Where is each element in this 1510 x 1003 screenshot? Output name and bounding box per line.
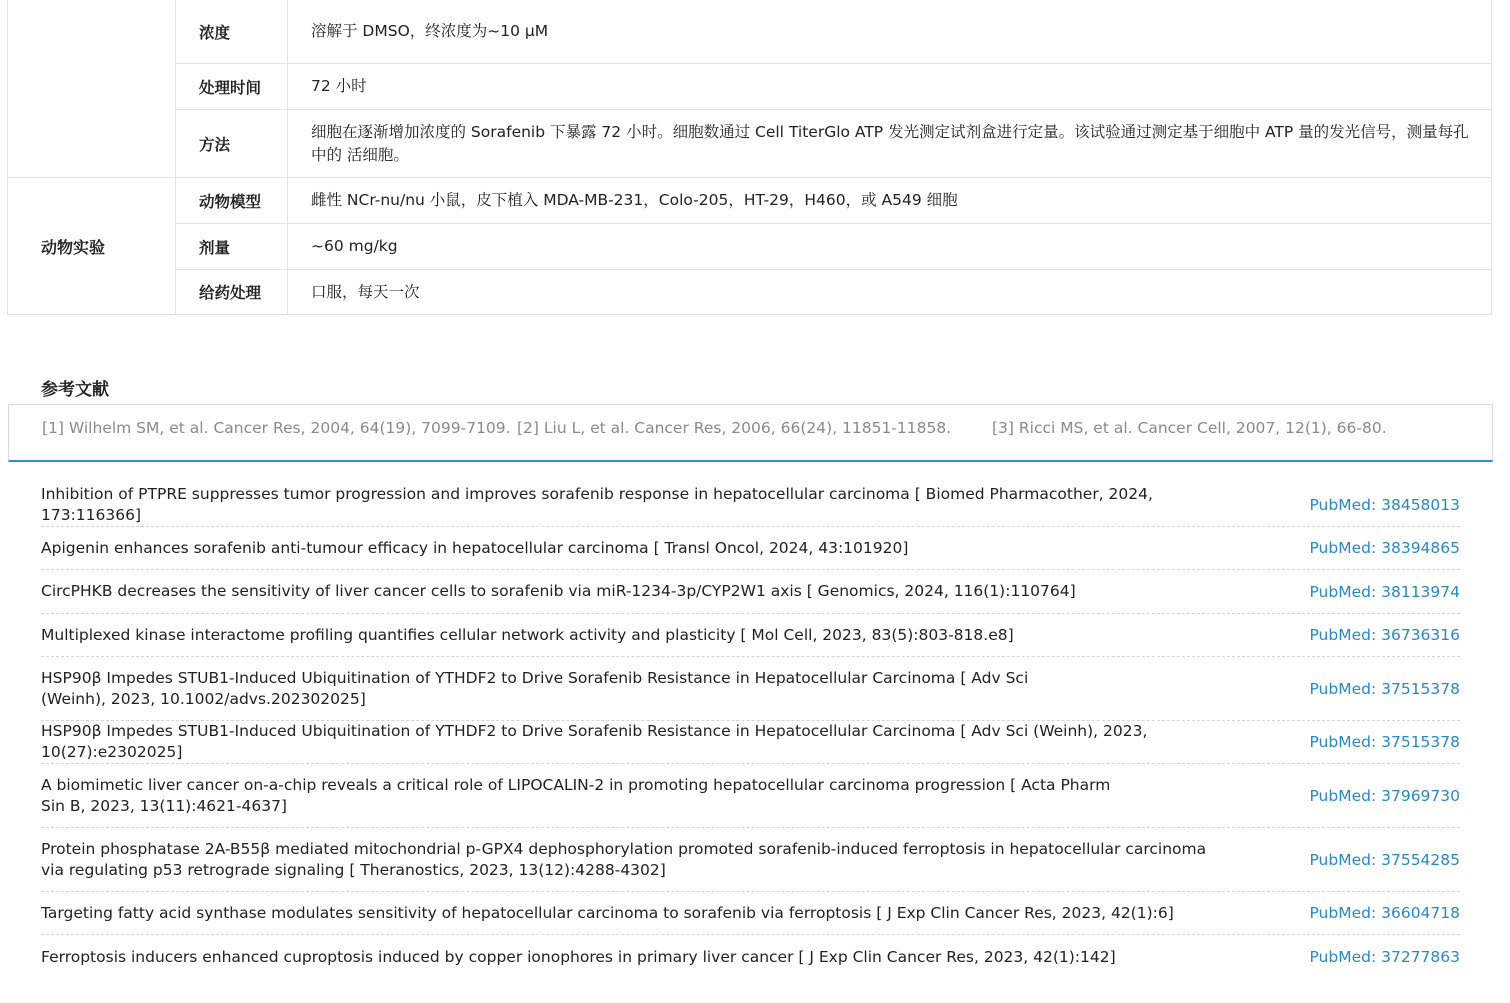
reference-item[interactable]: [1] Wilhelm SM, et al. Cancer Res, 2004, 64(19), 7099-7109. — [42, 419, 511, 437]
citation-row — [41, 935, 1460, 979]
citation-text: Protein phosphatase 2A-B55β mediated mitochondrial p-GPX4 dephosphorylation promoted sorafenib-induced ferroptosis in hepatocellular carcinoma via regulating p53 retrograde signaling [ Theranostics, 2023, 13(12):4288-4302] — [41, 839, 1207, 879]
pubmed-link[interactable]: PubMed: 38458013 — [1309, 496, 1460, 514]
citation-text: Apigenin enhances sorafenib anti-tumour efficacy in hepatocellular carcinoma [ Transl Oncol, 2024, 43:101920] — [41, 538, 909, 557]
citation-text: HSP90β Impedes STUB1-Induced Ubiquitination of YTHDF2 to Drive Sorafenib Resistance in Hepatocellular Carcinoma [ Adv Sci (Weinh), 2023, 10.1002/advs.202302025] — [41, 668, 1029, 708]
protocol-row-administration — [176, 269, 1491, 314]
citation-text: A biomimetic liver cancer on-a-chip reveals a critical role of LIPOCALIN-2 in promoting hepatocellular carcinoma progression [ Acta Pharm Sin B, 2023, 13(11):4621-4637] — [41, 775, 1111, 815]
reference-item[interactable]: [3] Ricci MS, et al. Cancer Cell, 2007, 12(1), 66-80. — [992, 419, 1387, 437]
cell-experiment-group — [8, 0, 1491, 177]
citation-row — [41, 828, 1460, 892]
citation-row — [41, 764, 1460, 828]
row-key: 方法 — [176, 110, 288, 177]
citation-text: Ferroptosis inducers enhanced cuproptosis induced by copper ionophores in primary liver cancer [ J Exp Clin Cancer Res, 2023, 42(1):142] — [41, 947, 1116, 966]
protocol-table — [7, 0, 1492, 315]
pubmed-link[interactable]: PubMed: 37554285 — [1309, 850, 1460, 869]
row-key: 动物模型 — [176, 178, 288, 223]
citation-text: Targeting fatty acid synthase modulates sensitivity of hepatocellular carcinoma to sorafenib via ferroptosis [ J Exp Clin Cancer Res, 2023, 42(1):6] — [41, 903, 1174, 922]
citation-list — [41, 484, 1460, 979]
animal-experiment-group — [8, 177, 1491, 314]
pubmed-link[interactable]: PubMed: 36604718 — [1309, 904, 1460, 922]
pubmed-link[interactable]: PubMed: 38113974 — [1309, 582, 1460, 601]
protocol-row-time — [176, 63, 1491, 109]
pubmed-link[interactable]: PubMed: 38394865 — [1309, 539, 1460, 557]
animal-group-label: 动物实验 — [8, 178, 176, 314]
pubmed-link[interactable]: PubMed: 37277863 — [1309, 948, 1460, 966]
citation-text: CircPHKB decreases the sensitivity of liver cancer cells to sorafenib via miR-1234-3p/CYP2W1 axis [ Genomics, 2024, 116(1):110764] — [41, 582, 1076, 600]
citation-text: HSP90β Impedes STUB1-Induced Ubiquitination of YTHDF2 to Drive Sorafenib Resistance in Hepatocellular Carcinoma [ Adv Sci (Weinh), 2023, 10(27):e2302025] — [41, 722, 1148, 761]
row-value: 溶解于 DMSO，终浓度为~10 μM — [311, 22, 549, 40]
citation-row — [41, 657, 1460, 721]
citation-row — [41, 721, 1460, 764]
protocol-row-concentration — [176, 0, 1491, 63]
row-value: 口服，每天一次 — [311, 282, 420, 301]
pubmed-link[interactable]: PubMed: 37515378 — [1309, 679, 1460, 698]
protocol-row-model — [176, 178, 1491, 223]
citation-row — [41, 570, 1460, 614]
citation-row — [41, 484, 1460, 527]
row-key: 处理时间 — [176, 64, 288, 109]
citation-text: Multiplexed kinase interactome profiling quantifies cellular network activity and plasticity [ Mol Cell, 2023, 83(5):803-818.e8] — [41, 625, 1014, 644]
citation-row — [41, 614, 1460, 657]
row-key: 浓度 — [176, 0, 288, 63]
row-value: 细胞在逐渐增加浓度的 Sorafenib 下暴露 72 小时。细胞数通过 Cell TiterGlo ATP 发光测定试剂盒进行定量。该试验通过测定基于细胞中 ATP 量的发光信号，测量每孔中的 活细胞。 — [311, 122, 1469, 164]
pubmed-link[interactable]: PubMed: 37969730 — [1309, 786, 1460, 805]
pubmed-link[interactable]: PubMed: 36736316 — [1309, 626, 1460, 644]
cell-group-label — [8, 0, 176, 177]
row-value: ~60 mg/kg — [311, 237, 398, 255]
citation-text: Inhibition of PTPRE suppresses tumor progression and improves sorafenib response in hepatocellular carcinoma [ Biomed Pharmacother, 2024, 173:116366] — [41, 485, 1153, 524]
row-key: 给药处理 — [176, 270, 288, 314]
protocol-row-dose — [176, 223, 1491, 269]
row-value: 雌性 NCr-nu/nu 小鼠，皮下植入 MDA-MB-231，Colo-205，HT-29，H460，或 A549 细胞 — [311, 191, 958, 209]
citation-row — [41, 892, 1460, 935]
pubmed-link[interactable]: PubMed: 37515378 — [1309, 733, 1460, 751]
references-title: 参考文献 — [41, 380, 109, 400]
citation-row — [41, 527, 1460, 570]
reference-item[interactable]: [2] Liu L, et al. Cancer Res, 2006, 66(24), 11851-11858. — [517, 419, 952, 437]
row-value: 72 小时 — [311, 77, 367, 95]
references-box — [8, 404, 1493, 462]
protocol-row-method — [176, 109, 1491, 177]
row-key: 剂量 — [176, 224, 288, 269]
